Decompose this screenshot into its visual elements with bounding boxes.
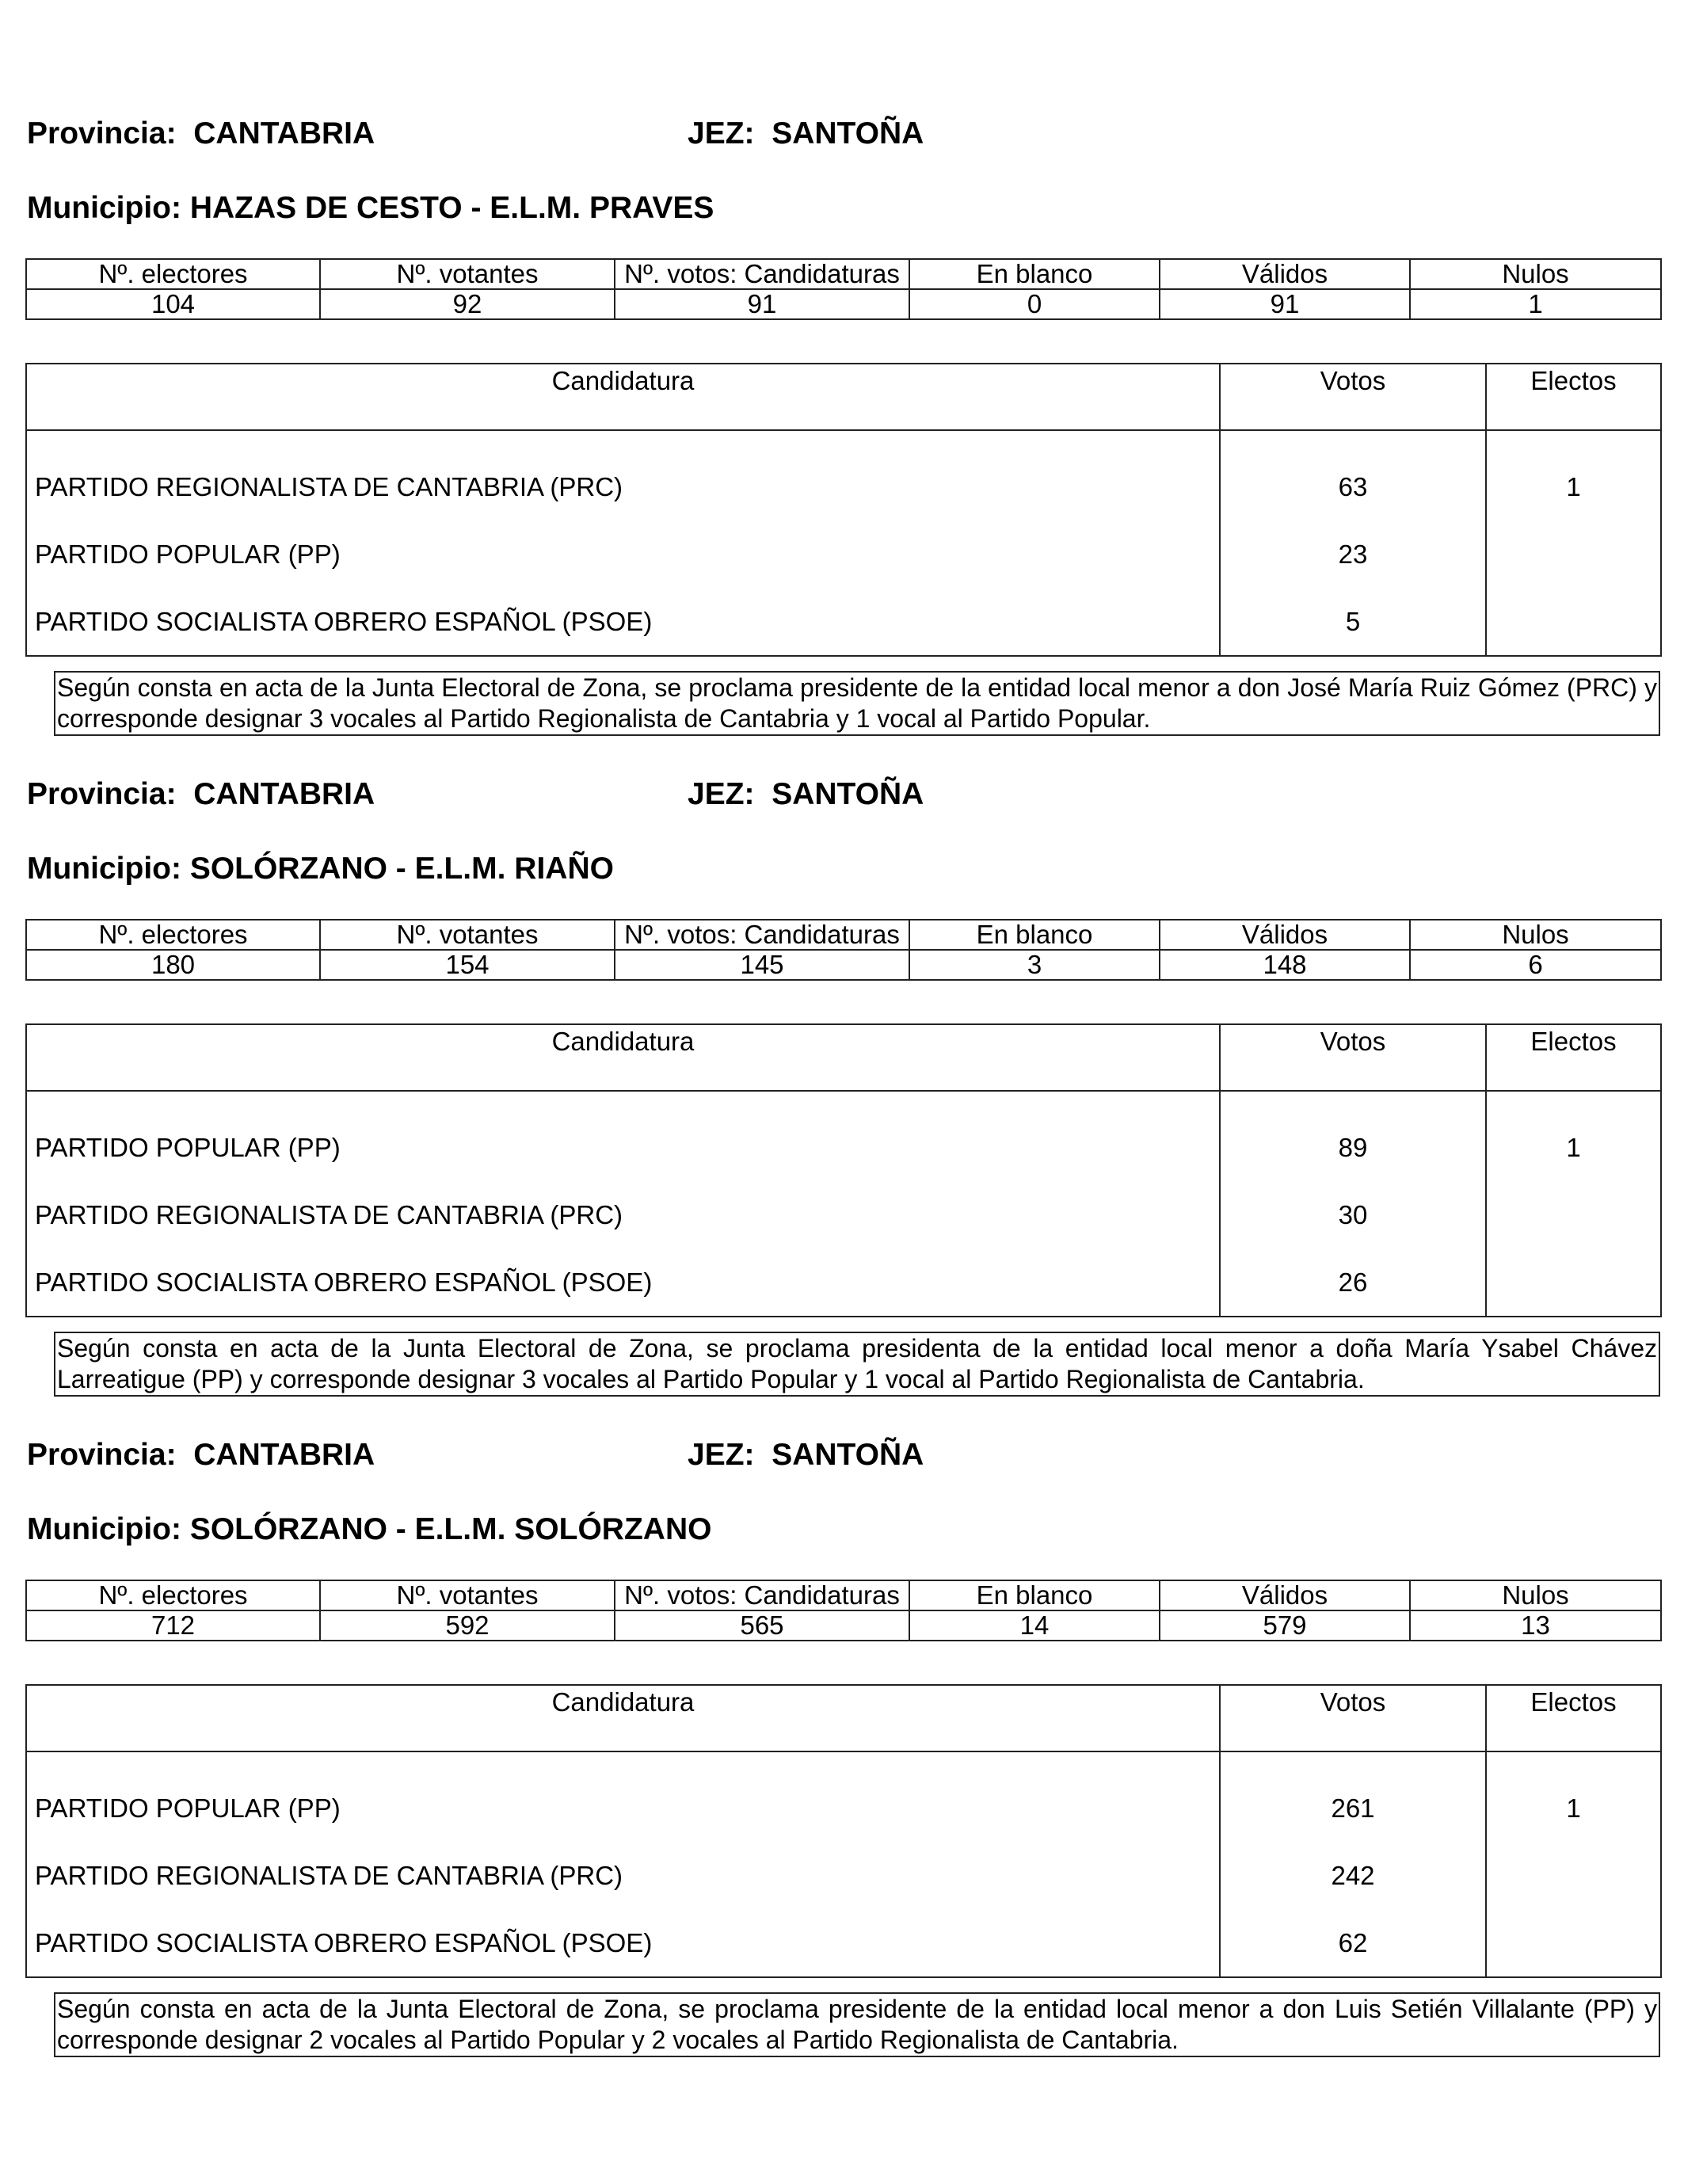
proclamation-note: Según consta en acta de la Junta Electoral de Zona, se proclama presidente de la entidad local menor a don Luis Setién Villalante (PP) y corresponde designar 2 vocales al Partido Popular y 2 vocales al Partido Regionalista de Cantabria. <box>54 1992 1660 2057</box>
candidate-row <box>26 588 1661 656</box>
summary-header-cell: Nº. votantes <box>320 259 615 289</box>
candidate-row <box>26 1909 1661 1977</box>
summary-value-cell: 148 <box>1160 950 1410 980</box>
summary-header-cell: Válidos <box>1160 1580 1410 1610</box>
summary-header-row <box>26 1580 1661 1610</box>
summary-value-cell: 14 <box>909 1610 1160 1641</box>
candidate-name: PARTIDO REGIONALISTA DE CANTABRIA (PRC) <box>26 1181 1220 1248</box>
summary-value-cell: 92 <box>320 289 615 319</box>
electos-header: Electos <box>1486 1024 1661 1091</box>
summary-value-cell: 91 <box>615 289 909 319</box>
candidate-row <box>26 430 1661 520</box>
summary-table <box>25 258 1662 320</box>
jez-value: SANTOÑA <box>772 777 924 811</box>
candidate-votes: 89 <box>1220 1091 1486 1181</box>
municipio-heading <box>27 852 614 886</box>
summary-header-cell: En blanco <box>909 920 1160 950</box>
proclamation-note: Según consta en acta de la Junta Electoral de Zona, se proclama presidenta de la entidad local menor a doña María Ysabel Chávez Larreatigue (PP) y corresponde designar 3 vocales al Partido Popular y 1 vocal al Partido Regionalista de Cantabria. <box>54 1332 1660 1397</box>
municipio-label: Municipio: <box>27 191 181 225</box>
provincia-value: CANTABRIA <box>193 777 375 811</box>
summary-value-cell: 145 <box>615 950 909 980</box>
candidate-votes: 23 <box>1220 520 1486 588</box>
summary-value-cell: 154 <box>320 950 615 980</box>
summary-header-cell: Válidos <box>1160 259 1410 289</box>
candidate-row <box>26 1248 1661 1317</box>
summary-header-row <box>26 259 1661 289</box>
jez-label: JEZ: <box>688 116 755 151</box>
candidate-votes: 62 <box>1220 1909 1486 1977</box>
votos-header: Votos <box>1220 364 1486 430</box>
summary-value-cell: 712 <box>26 1610 320 1641</box>
summary-header-cell: Nº. votos: Candidaturas <box>615 259 909 289</box>
summary-header-cell: Nº. votantes <box>320 1580 615 1610</box>
candidate-name: PARTIDO POPULAR (PP) <box>26 520 1220 588</box>
candidate-votes: 30 <box>1220 1181 1486 1248</box>
summary-value-cell: 3 <box>909 950 1160 980</box>
candidate-name: PARTIDO REGIONALISTA DE CANTABRIA (PRC) <box>26 430 1220 520</box>
candidate-votes: 242 <box>1220 1842 1486 1909</box>
summary-value-cell: 565 <box>615 1610 909 1641</box>
summary-header-cell: Nulos <box>1410 1580 1661 1610</box>
candidate-row <box>26 1842 1661 1909</box>
summary-header-cell: Nulos <box>1410 920 1661 950</box>
summary-value-cell: 180 <box>26 950 320 980</box>
electos-header: Electos <box>1486 1685 1661 1751</box>
summary-header-cell: Nº. votantes <box>320 920 615 950</box>
jez-heading <box>688 777 924 812</box>
summary-header-cell: Nº. electores <box>26 1580 320 1610</box>
summary-header-cell: Nº. votos: Candidaturas <box>615 920 909 950</box>
provincia-heading <box>27 777 375 812</box>
candidate-votes: 26 <box>1220 1248 1486 1317</box>
summary-value-cell: 6 <box>1410 950 1661 980</box>
jez-label: JEZ: <box>688 777 755 811</box>
municipio-value: SOLÓRZANO - E.L.M. SOLÓRZANO <box>189 1512 712 1546</box>
summary-table <box>25 1580 1662 1641</box>
candidate-row <box>26 1091 1661 1181</box>
candidates-table <box>25 363 1662 657</box>
candidate-votes: 5 <box>1220 588 1486 656</box>
summary-header-cell: Nulos <box>1410 259 1661 289</box>
proclamation-note: Según consta en acta de la Junta Electoral de Zona, se proclama presidente de la entidad local menor a don José María Ruiz Gómez (PRC) y corresponde designar 3 vocales al Partido Regionalista de Cantabria y 1 vocal al Partido Popular. <box>54 671 1660 736</box>
candidate-row <box>26 1751 1661 1842</box>
candidate-electos <box>1486 1842 1661 1909</box>
summary-value-row <box>26 1610 1661 1641</box>
candidatura-header: Candidatura <box>26 1024 1220 1091</box>
electos-header: Electos <box>1486 364 1661 430</box>
jez-heading <box>688 1438 924 1473</box>
summary-value-cell: 13 <box>1410 1610 1661 1641</box>
jez-value: SANTOÑA <box>772 1438 924 1472</box>
jez-value: SANTOÑA <box>772 116 924 151</box>
jez-heading <box>688 116 924 151</box>
candidate-electos <box>1486 520 1661 588</box>
summary-value-row <box>26 289 1661 319</box>
candidate-row <box>26 520 1661 588</box>
summary-value-cell: 1 <box>1410 289 1661 319</box>
summary-value-cell: 0 <box>909 289 1160 319</box>
summary-value-row <box>26 950 1661 980</box>
summary-header-row <box>26 920 1661 950</box>
summary-table <box>25 919 1662 981</box>
summary-header-cell: Nº. votos: Candidaturas <box>615 1580 909 1610</box>
municipio-heading <box>27 1512 711 1547</box>
candidates-header-row <box>26 364 1661 430</box>
municipio-value: HAZAS DE CESTO - E.L.M. PRAVES <box>189 191 714 225</box>
summary-value-cell: 104 <box>26 289 320 319</box>
candidate-electos: 1 <box>1486 1091 1661 1181</box>
provincia-heading <box>27 1438 375 1473</box>
votos-header: Votos <box>1220 1024 1486 1091</box>
candidatura-header: Candidatura <box>26 364 1220 430</box>
candidate-name: PARTIDO SOCIALISTA OBRERO ESPAÑOL (PSOE) <box>26 1909 1220 1977</box>
jez-label: JEZ: <box>688 1438 755 1472</box>
candidates-table <box>25 1023 1662 1317</box>
candidate-electos: 1 <box>1486 430 1661 520</box>
summary-header-cell: Válidos <box>1160 920 1410 950</box>
summary-header-cell: Nº. electores <box>26 920 320 950</box>
candidates-header-row <box>26 1024 1661 1091</box>
provincia-label: Provincia: <box>27 777 177 811</box>
candidate-electos <box>1486 588 1661 656</box>
provincia-label: Provincia: <box>27 116 177 151</box>
candidate-electos <box>1486 1909 1661 1977</box>
municipio-label: Municipio: <box>27 1512 181 1546</box>
provincia-value: CANTABRIA <box>193 1438 375 1472</box>
votos-header: Votos <box>1220 1685 1486 1751</box>
candidate-votes: 63 <box>1220 430 1486 520</box>
summary-value-cell: 91 <box>1160 289 1410 319</box>
candidate-row <box>26 1181 1661 1248</box>
summary-value-cell: 592 <box>320 1610 615 1641</box>
candidates-table <box>25 1684 1662 1978</box>
provincia-heading <box>27 116 375 151</box>
summary-header-cell: En blanco <box>909 1580 1160 1610</box>
candidate-name: PARTIDO POPULAR (PP) <box>26 1751 1220 1842</box>
candidate-votes: 261 <box>1220 1751 1486 1842</box>
candidate-electos: 1 <box>1486 1751 1661 1842</box>
candidate-electos <box>1486 1181 1661 1248</box>
municipio-value: SOLÓRZANO - E.L.M. RIAÑO <box>189 852 614 886</box>
municipio-label: Municipio: <box>27 852 181 886</box>
summary-value-cell: 579 <box>1160 1610 1410 1641</box>
candidatura-header: Candidatura <box>26 1685 1220 1751</box>
candidate-name: PARTIDO SOCIALISTA OBRERO ESPAÑOL (PSOE) <box>26 588 1220 656</box>
candidate-electos <box>1486 1248 1661 1317</box>
summary-header-cell: Nº. electores <box>26 259 320 289</box>
summary-header-cell: En blanco <box>909 259 1160 289</box>
candidates-header-row <box>26 1685 1661 1751</box>
provincia-value: CANTABRIA <box>193 116 375 151</box>
candidate-name: PARTIDO POPULAR (PP) <box>26 1091 1220 1181</box>
candidate-name: PARTIDO REGIONALISTA DE CANTABRIA (PRC) <box>26 1842 1220 1909</box>
municipio-heading <box>27 191 714 226</box>
candidate-name: PARTIDO SOCIALISTA OBRERO ESPAÑOL (PSOE) <box>26 1248 1220 1317</box>
provincia-label: Provincia: <box>27 1438 177 1472</box>
